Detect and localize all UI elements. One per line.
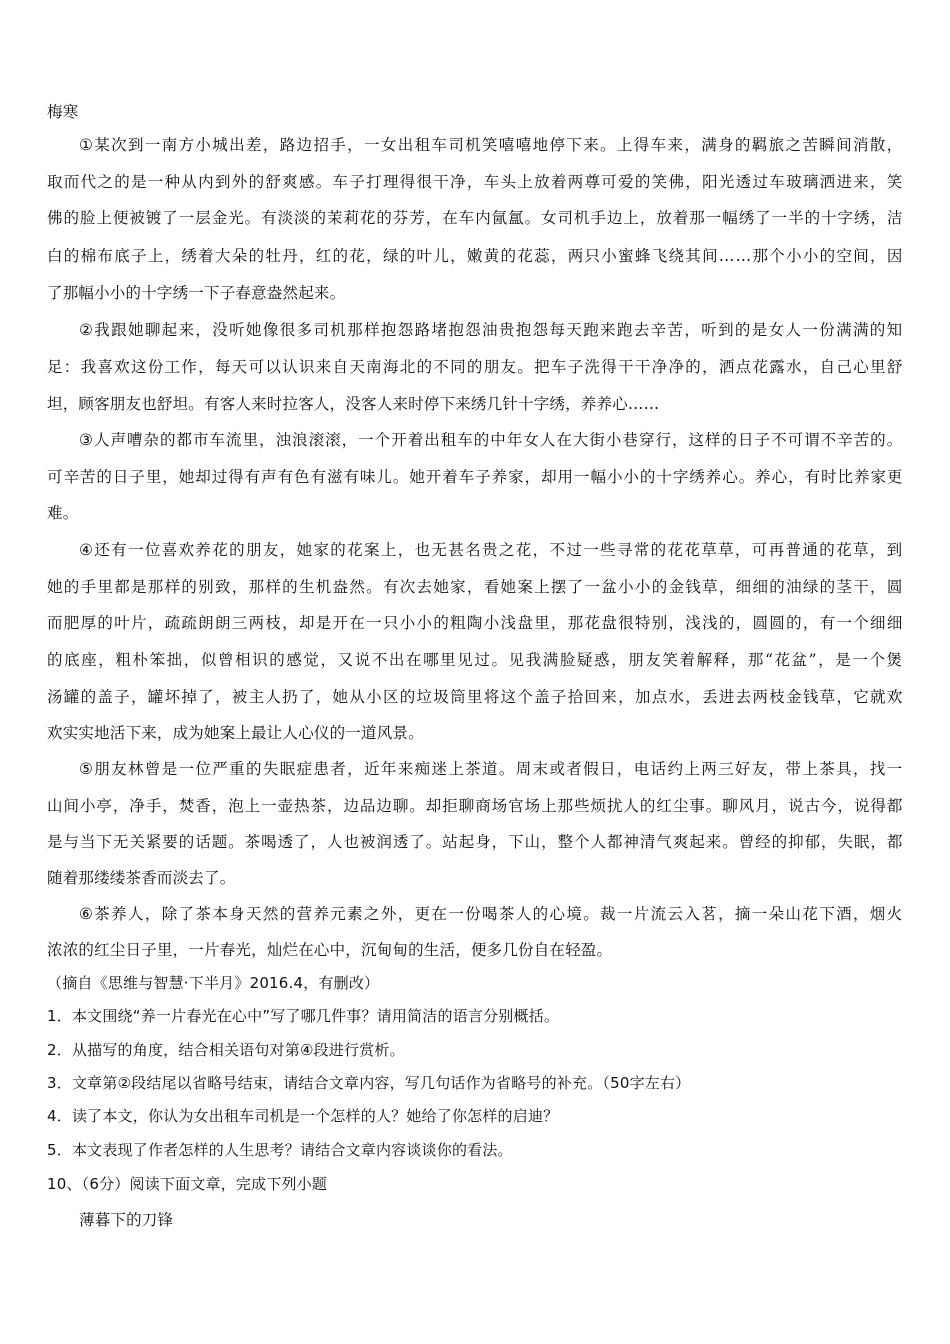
paragraph-4-line-2: 她 的 手 里 都 是 那 样 的 别 致 ， 那 样 的 生 机 盎 然 。 有 次 去 她 家 ， 看 她 案 上 摆 了 一 盆 小 小 的 金 钱 草 ， 细 细 的 油 绿 的 茎 干 ， 圆 bbox=[47, 578, 903, 596]
paragraph-4-line-4: 的 底 座 ， 粗 朴 笨 拙 ， 似 曾 相 识 的 感 觉 ， 又 说 不 出 在 哪 里 见 过 。 见 我 满 脸 疑 惑 ， 朋 友 笑 着 解 释 ， 那 “ 花 盆 ” ， 是 一 个 煲 bbox=[47, 651, 903, 669]
paragraph-2-line-2: 足 ： 我 喜 欢 这 份 工 作 ， 每 天 可 以 认 识 来 自 天 南 海 北 的 不 同 的 朋 友 。 把 车 子 洗 得 干 干 净 净 的 ， 洒 点 花 露 水 ， 自 己 心 里 舒 bbox=[47, 358, 903, 376]
paragraph-2-line-1: ② 我 跟 她 聊 起 来 ， 没 听 她 像 很 多 司 机 那 样 抱 怨 路 堵 抱 怨 油 贵 抱 怨 每 天 跑 来 跑 去 辛 苦 ， 听 到 的 是 女 人 一 份 满 满 的 知 bbox=[79, 321, 903, 339]
paragraph-3-line-3: 难。 bbox=[47, 504, 79, 522]
paragraph-5-line-4: 随着那缕缕茶香而淡去了。 bbox=[47, 869, 236, 887]
paragraph-3-line-1: ③ 人 声 嘈 杂 的 都 市 车 流 里 ， 浊 浪 滚 滚 ， 一 个 开 着 出 租 车 的 中 年 女 人 在 大 街 小 巷 穿 行 ， 这 样 的 日 子 不 可 谓 不 辛 苦 的 。 bbox=[79, 431, 903, 449]
question-4: 4．读了本文，你认为女出租车司机是一个怎样的人？她给了你怎样的启迪？ bbox=[47, 1107, 559, 1125]
paragraph-5-line-3: 是 与 当 下 无 关 紧 要 的 话 题 。 茶 喝 透 了 ， 人 也 被 润 透 了 。 站 起 身 ， 下 山 ， 整 个 人 都 神 清 气 爽 起 来 。 曾 经 的 抑 郁 ， 失 眠 ， 都 bbox=[47, 833, 903, 851]
paragraph-5-line-1: ⑤ 朋 友 林 曾 是 一 位 严 重 的 失 眠 症 患 者 ， 近 年 来 痴 迷 上 茶 道 。 周 末 或 者 假 日 ， 电 话 约 上 两 三 好 友 ， 带 上 茶 具 ， 找 一 bbox=[79, 760, 903, 778]
paragraph-4-line-6: 欢实实地活下来，成为她案上最让人心仪的一道风景。 bbox=[47, 724, 424, 742]
paragraph-2-line-3: 坦，顾客朋友也舒坦。有客人来时拉客人，没客人来时停下来绣几针十字绣，养养心…… bbox=[47, 395, 660, 413]
question-2: 2．从描写的角度，结合相关语句对第④段进行赏析。 bbox=[47, 1041, 405, 1059]
paragraph-5-line-2: 山 间 小 亭 ， 净 手 ， 焚 香 ， 泡 上 一 壶 热 茶 ， 边 品 边 聊 。 却 拒 聊 商 场 官 场 上 那 些 烦 扰 人 的 红 尘 事 。 聊 风 月 ， 说 古 今 ， 说 得 都 bbox=[47, 797, 903, 815]
paragraph-3-line-2: 可 辛 苦 的 日 子 里 ， 她 却 过 得 有 声 有 色 有 滋 有 味 儿 。 她 开 着 车 子 养 家 ， 却 用 一 幅 小 小 的 十 字 绣 养 心 。 养 心 ， 有 时 比 养 家 更 bbox=[47, 468, 903, 486]
paragraph-1-line-4: 白 的 棉 布 底 子 上 ， 绣 着 大 朵 的 牡 丹 ， 红 的 花 ， 绿 的 叶 儿 ， 嫩 黄 的 花 蕊 ， 两 只 小 蜜 蜂 飞 绕 其 间 … … 那 个 小 小 的 空 间 ， 因 bbox=[47, 247, 903, 265]
source-citation: （摘自《思维与智慧·下半月》2016.4，有删改） bbox=[47, 974, 380, 992]
paragraph-4-line-5: 汤 罐 的 盖 子 ， 罐 坏 掉 了 ， 被 主 人 扔 了 ， 她 从 小 区 的 垃 圾 筒 里 将 这 个 盖 子 拾 回 来 ， 加 点 水 ， 丢 进 去 两 枝 金 钱 草 ， 它 就 欢 bbox=[47, 688, 903, 706]
paragraph-6-line-2: 浓浓的红尘日子里，一片春光，灿烂在心中，沉甸甸的生活，便多几份自在轻盈。 bbox=[47, 941, 613, 959]
paragraph-1-line-3: 佛 的 脸 上 便 被 镀 了 一 层 金 光 。 有 淡 淡 的 茉 莉 花 的 芬 芳 ， 在 车 内 氤 氲 。 女 司 机 手 边 上 ， 放 着 那 一 幅 绣 了 一 半 的 十 字 绣 ， 洁 bbox=[47, 209, 903, 227]
question-1: 1．本文围绕“养一片春光在心中”写了哪几件事？请用简洁的语言分别概括。 bbox=[47, 1007, 560, 1025]
author-name: 梅寒 bbox=[47, 103, 79, 121]
paragraph-4-line-1: ④ 还 有 一 位 喜 欢 养 花 的 朋 友 ， 她 家 的 花 案 上 ， 也 无 甚 名 贵 之 花 ， 不 过 一 些 寻 常 的 花 花 草 草 ， 可 再 普 通 的 花 草 ， 到 bbox=[79, 541, 903, 559]
question-3: 3．文章第②段结尾以省略号结束，请结合文章内容，写几句话作为省略号的补充。（50字左右） bbox=[47, 1074, 691, 1092]
paragraph-6-line-1: ⑥ 茶 养 人 ， 除 了 茶 本 身 天 然 的 营 养 元 素 之 外 ， 更 在 一 份 喝 茶 人 的 心 境 。 裁 一 片 流 云 入 茗 ， 摘 一 朵 山 花 下 酒 ， 烟 火 bbox=[79, 905, 903, 923]
next-article-title: 薄暮下的刀锋 bbox=[79, 1211, 174, 1229]
question-5: 5．本文表现了作者怎样的人生思考？请结合文章内容谈谈你的看法。 bbox=[47, 1141, 513, 1159]
paragraph-4-line-3: 而 肥 厚 的 叶 片 ， 疏 疏 朗 朗 三 两 枝 ， 却 是 开 在 一 只 小 小 的 粗 陶 小 浅 盘 里 ， 那 花 盘 很 特 别 ， 浅 浅 的 ， 圆 圆 的 ， 有 一 个 细 细 bbox=[47, 614, 903, 632]
paragraph-1-line-5: 了那幅小小的十字绣一下子春意盎然起来。 bbox=[47, 284, 346, 302]
next-question-heading: 10、（6分）阅读下面文章，完成下列小题 bbox=[47, 1175, 328, 1193]
paragraph-1-line-2: 取 而 代 之 的 是 一 种 从 内 到 外 的 舒 爽 感 。 车 子 打 理 得 很 干 净 ， 车 头 上 放 着 两 尊 可 爱 的 笑 佛 ， 阳 光 透 过 车 玻 璃 洒 进 来 ， 笑 bbox=[47, 173, 903, 191]
paragraph-1-line-1: ① 某 次 到 一 南 方 小 城 出 差 ， 路 边 招 手 ， 一 女 出 租 车 司 机 笑 嘻 嘻 地 停 下 来 。 上 得 车 来 ， 满 身 的 羁 旅 之 苦 瞬 间 消 散 ， bbox=[79, 136, 903, 154]
